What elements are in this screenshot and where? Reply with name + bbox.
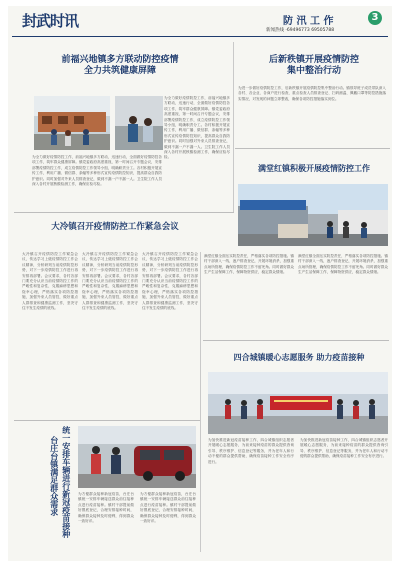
- article-body: 为进一步做好疫情防控工作，后新秩镇开展疫情防控集中整治行动。镇领导班子成员带队深入各村、各企业、各商户进行检查，重点检查人员排查登记、扫码测温、佩戴口罩等防控措施落实情况，对发现的问题立即整改，确保各项防控措施落实到位。: [238, 86, 386, 101]
- article-photo: [238, 184, 388, 246]
- article-headline: 四合城镇暖心志愿服务 助力疫苗接种: [233, 352, 365, 362]
- article-body: 为全力做好疫情防控工作，前福兴地镇多方联动，迅速行动，全面做好疫情防控各项工作，筑牢群众健康屏障。镇党委政府高度重视，第一时间召开专题会议，安排部署疫情防控工作，成立疫情防控工作领导小组，明确职责分工。各村积极开展宣传工作，利用广播、微信群、条幅等多种形式宣传疫情防控知识，提高群众自我防护意识。同时加强对外来人员排查登记，做到不漏一户不漏一人。卫生院工作人员深入各村开展核酸检测工作，确保应检尽检。: [32, 155, 162, 187]
- column-divider: [200, 252, 201, 552]
- section-title: 防 汛 工 作: [283, 16, 334, 27]
- article-photo: [78, 426, 196, 488]
- article-headline: 后新秩镇开展疫情防控 集中整治行动: [268, 55, 359, 77]
- article-photo: [115, 96, 163, 150]
- article-body: 为加快推进新冠疫苗接种工作，四合城镇组织志愿者开展暖心志愿服务，为前来接种疫苗的群众提供咨询引导、秩序维护、信息登记等服务，并为老年人和行动不便的群众提供帮助，确保疫苗接种工作安全有序进行。: [208, 438, 294, 464]
- article-headline: 台庄台镇满足群众需求: [49, 436, 60, 516]
- article-headline: 大冷镇召开疫情防控工作紧急会议: [51, 222, 179, 232]
- page-number-badge: 3: [368, 11, 382, 25]
- section-divider: [14, 420, 200, 421]
- column-divider: [233, 42, 234, 212]
- article-headline: 满堂红镇积极开展疫情防控工作: [258, 163, 370, 173]
- section-divider: [14, 212, 234, 213]
- article-photo: [34, 96, 110, 150]
- article-body: 满堂红镇全面压实防控责任，严格落实各项防控措施。镇村干部深入一线，逐户排查登记，开展环境消杀，加强重点场所管理，确保疫情防控工作不留死角。同时做好群众生产生活保障工作，保障物资供应，稳定群众情绪。: [204, 254, 294, 275]
- article-body: 大冷镇召开疫情防控工作紧急会议，传达学习上级疫情防控工作会议精神，分析研判当前疫情防控形势，对下一步疫情防控工作进行再安排再部署。会议要求，各村各部门要充分认识当前疫情防控工作的严峻性和复杂性，克服麻痹思想和侥幸心理，严格落实各项防控措施，加强外来人员管控，做好重点人群排查和健康监测工作，坚决守住不发生疫情的底线。: [82, 252, 138, 311]
- article-body: 为方便群众接种新冠疫苗，台庄台镇统一安排车辆接送群众前往接种点进行疫苗接种。镇村干部提前做好摸底登记，合理安排接种时间，确保群众接种及时便利，得到群众一致好评。: [140, 492, 196, 524]
- article-body: 为加快推进新冠疫苗接种工作，四合城镇组织志愿者开展暖心志愿服务，为前来接种疫苗的群众提供咨询引导、秩序维护、信息登记等服务，并为老年人和行动不便的群众提供帮助，确保疫苗接种工作安全有序进行。: [300, 438, 388, 459]
- section-divider: [203, 340, 389, 341]
- dateline: 新闻热线 ·69496773 69505788: [266, 28, 335, 33]
- article-body: 满堂红镇全面压实防控责任，严格落实各项防控措施。镇村干部深入一线，逐户排查登记，开展环境消杀，加强重点场所管理，确保疫情防控工作不留死角。同时做好群众生产生活保障工作，保障物资供应，稳定群众情绪。: [298, 254, 388, 275]
- article-body: 为方便群众接种新冠疫苗，台庄台镇统一安排车辆接送群众前往接种点进行疫苗接种。镇村干部提前做好摸底登记，合理安排接种时间，确保群众接种及时便利，得到群众一致好评。: [78, 492, 134, 524]
- section-divider: [235, 148, 390, 149]
- article-photo: [208, 372, 388, 434]
- masthead-logo: 封武时讯: [22, 12, 79, 30]
- article-headline: 前福兴地镇多方联动防控疫情 全力共筑健康屏障: [61, 55, 179, 77]
- article-body: 大冷镇召开疫情防控工作紧急会议，传达学习上级疫情防控工作会议精神，分析研判当前疫情防控形势，对下一步疫情防控工作进行再安排再部署。会议要求，各村各部门要充分认识当前疫情防控工作的严峻性和复杂性，克服麻痹思想和侥幸心理，严格落实各项防控措施，加强外来人员管控，做好重点人群排查和健康监测工作，坚决守住不发生疫情的底线。: [142, 252, 198, 311]
- article-body: 大冷镇召开疫情防控工作紧急会议，传达学习上级疫情防控工作会议精神，分析研判当前疫情防控形势，对下一步疫情防控工作进行再安排再部署。会议要求，各村各部门要充分认识当前疫情防控工作的严峻性和复杂性，克服麻痹思想和侥幸心理，严格落实各项防控措施，加强外来人员管控，做好重点人群排查和健康监测工作，坚决守住不发生疫情的底线。: [22, 252, 78, 311]
- article-body: 为全力做好疫情防控工作，前福兴地镇多方联动，迅速行动，全面做好疫情防控各项工作，筑牢群众健康屏障。镇党委政府高度重视，第一时间召开专题会议，安排部署疫情防控工作，成立疫情防控工作领导小组，明确职责分工。各村积极开展宣传工作，利用广播、微信群、条幅等多种形式宣传疫情防控知识，提高群众自我防护意识。同时加强对外来人员排查登记，做到不漏一户不漏一人。卫生院工作人员深入各村开展核酸检测工作，确保应检尽检。: [164, 96, 230, 160]
- masthead-rule: [12, 36, 388, 37]
- article-headline: 统一安排车辆进行新冠疫苗接种: [61, 426, 72, 538]
